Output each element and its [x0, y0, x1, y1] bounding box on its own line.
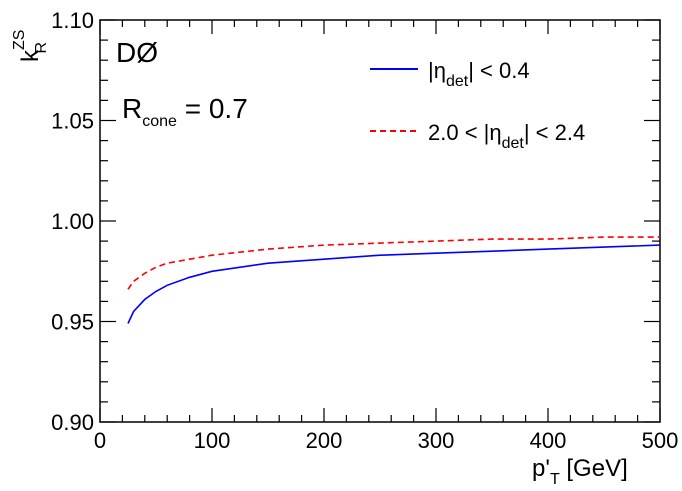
y-tick-label: 1.00	[51, 209, 94, 234]
tick-labels	[51, 8, 678, 453]
x-axis-title: $p'_T$ [GeV]	[532, 455, 628, 488]
legend-label-central: $|\eta_{det}| < 0.4$	[428, 58, 530, 90]
series-line-1	[128, 237, 660, 289]
x-tick-label: 400	[529, 428, 567, 453]
y-tick-label: 0.95	[51, 309, 94, 335]
x-tick-label: 0	[93, 428, 107, 453]
series-line-0	[128, 245, 660, 323]
legend-label-forward: $2.0 < |\eta_{det}| < 2.4$	[428, 120, 586, 152]
y-tick-label: 1.10	[51, 8, 94, 33]
y-axis-title: $k^{ZS}$ R	[11, 29, 50, 62]
y-tick-label: 1.05	[51, 108, 94, 134]
plot-frame	[100, 20, 660, 422]
cone-annotation: $R_{cone} = 0.7$	[122, 93, 248, 130]
legend	[370, 58, 585, 152]
experiment-label: DØ	[116, 37, 158, 68]
series-lines	[128, 237, 660, 323]
axis-ticks	[100, 20, 660, 422]
x-tick-label: 300	[417, 428, 455, 453]
x-tick-label: 200	[305, 428, 343, 453]
x-tick-label: 500	[641, 428, 679, 453]
x-tick-label: 100	[193, 428, 231, 453]
y-tick-label: 0.90	[51, 410, 94, 435]
